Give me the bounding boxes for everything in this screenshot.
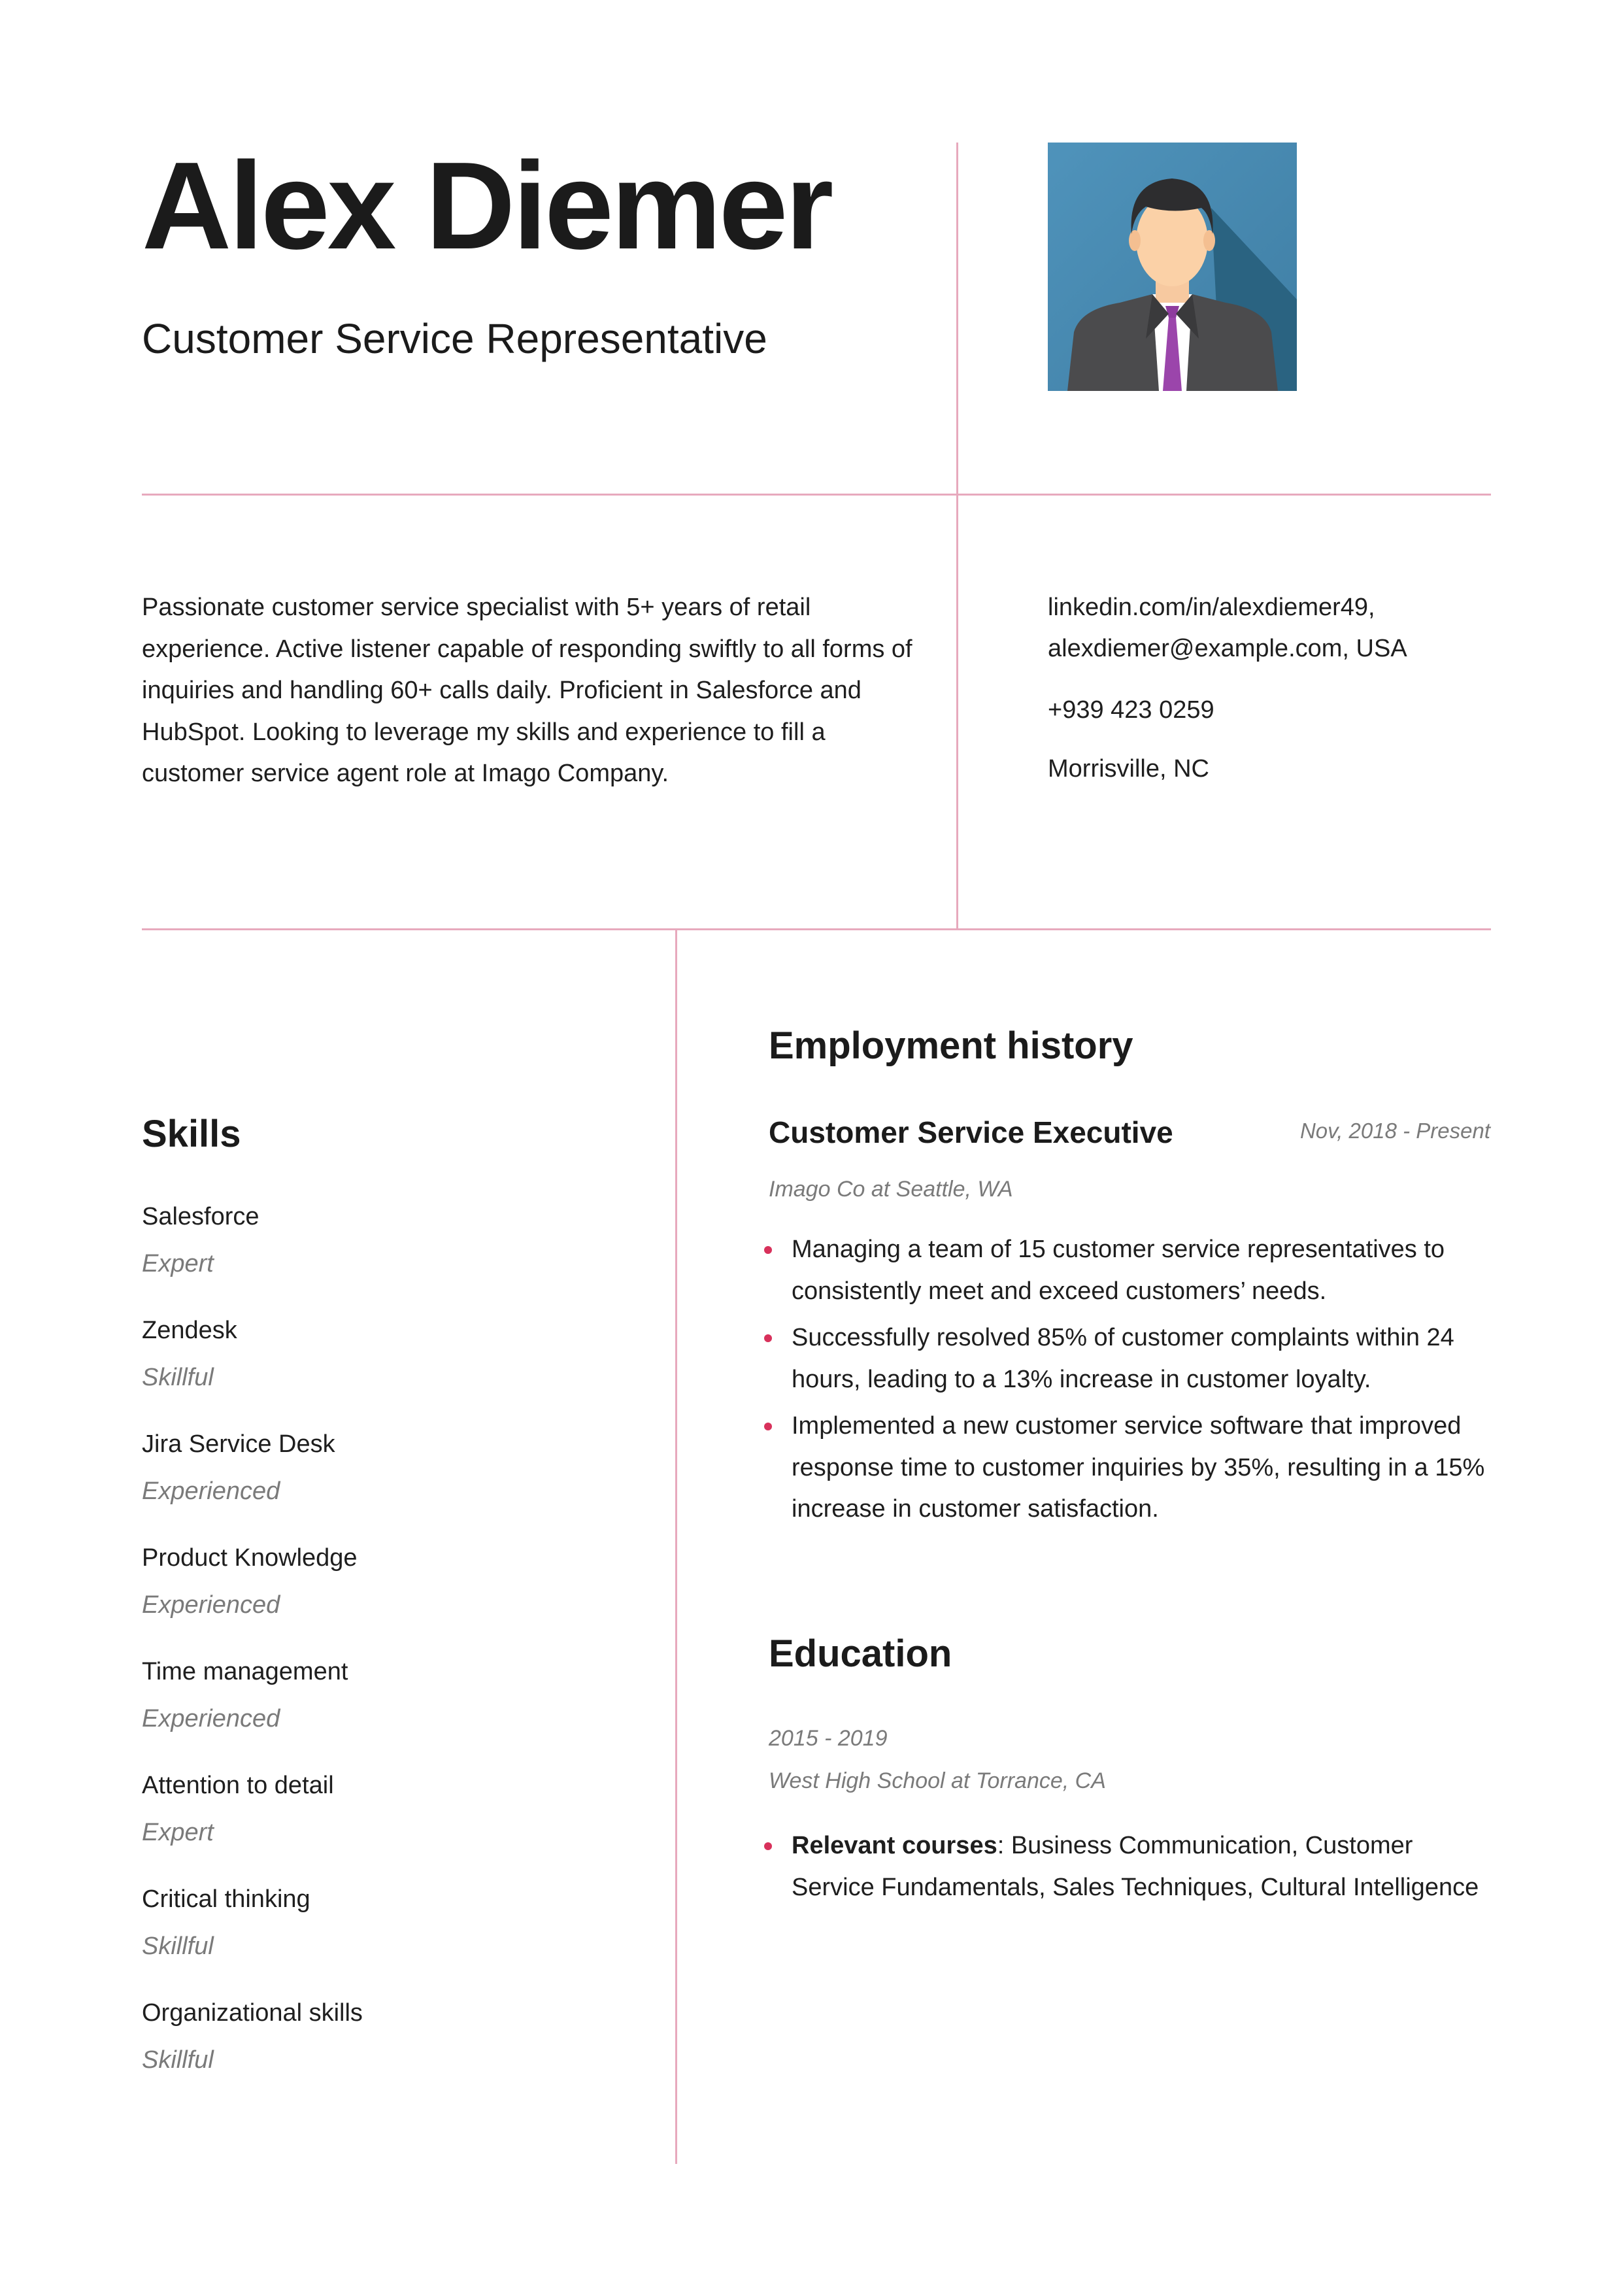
education-title: Education (769, 1632, 952, 1675)
skill-item (142, 1655, 639, 1769)
employment-title: Employment history (769, 1024, 1133, 1067)
profile-photo (1048, 143, 1297, 391)
contact-linkedin[interactable]: linkedin.com/in/alexdiemer49, (1048, 594, 1375, 621)
summary-horizontal-divider (142, 928, 1491, 930)
skill-level: Skillful (142, 2046, 214, 2074)
job-bullet: Implemented a new customer service software that improved response time to customer inquiries by 35%, resulting in a 15% increase in customer satisfaction. (764, 1406, 1491, 1530)
skill-item (142, 1997, 639, 2110)
education-bullet (764, 1825, 1491, 1908)
job-bullets (764, 1229, 1491, 1536)
courses-label: Relevant courses (792, 1832, 997, 1859)
skill-name: Jira Service Desk (142, 1430, 335, 1458)
skill-item (142, 1428, 639, 1542)
header-vertical-divider (956, 143, 958, 930)
body-vertical-divider (675, 930, 677, 2164)
skill-level: Skillful (142, 1933, 214, 1960)
job-bullet: Successfully resolved 85% of customer complaints within 24 hours, leading to a 13% increase in customer loyalty. (764, 1317, 1491, 1400)
job-entry-header (769, 1115, 1490, 1150)
skill-name: Product Knowledge (142, 1544, 358, 1572)
skill-name: Salesforce (142, 1203, 259, 1230)
skill-level: Skillful (142, 1364, 214, 1391)
job-bullet: Managing a team of 15 customer service representatives to consistently meet and exceed customers’ needs. (764, 1229, 1491, 1312)
skill-level: Experienced (142, 1705, 280, 1732)
skill-level: Expert (142, 1250, 214, 1277)
skill-level: Experienced (142, 1591, 280, 1619)
contact-location: Morrisville, NC (1048, 755, 1209, 783)
skill-name: Zendesk (142, 1317, 237, 1344)
skill-item (142, 1200, 639, 1314)
education-bullets (764, 1825, 1491, 1914)
skills-section (142, 1111, 639, 2110)
skill-level: Expert (142, 1819, 214, 1846)
contact-email[interactable]: alexdiemer@example.com, USA (1048, 635, 1407, 662)
skill-name: Attention to detail (142, 1772, 334, 1799)
skill-name: Time management (142, 1658, 348, 1685)
skill-item (142, 1883, 639, 1997)
skill-item (142, 1769, 639, 1883)
job-company: Imago Co at Seattle, WA (769, 1177, 1013, 1202)
skill-name: Organizational skills (142, 1999, 363, 2027)
job-role: Customer Service Executive (769, 1115, 1173, 1149)
businessman-avatar-icon (1048, 143, 1297, 391)
job-title: Customer Service Representative (142, 315, 767, 362)
header-horizontal-divider (142, 494, 1491, 496)
skills-title: Skills (142, 1113, 241, 1155)
profile-summary: Passionate customer service specialist with 5+ years of retail experience. Active listener capable of responding swiftly to all forms of inquiries and handling 60+ calls daily. Proficient in Salesforce and HubSpot. Looking to leverage my skills and experience to fill a customer service agent role at Imago Company. (142, 594, 912, 787)
candidate-name: Alex Diemer (142, 137, 831, 275)
skill-item (142, 1314, 639, 1428)
education-school: West High School at Torrance, CA (769, 1768, 1106, 1793)
education-dates: 2015 - 2019 (769, 1726, 888, 1751)
courses-text: : Business Communication, Customer Service Fundamentals, Sales Techniques, Cultural Intelligence (792, 1832, 1479, 1901)
contact-phone: +939 423 0259 (1048, 696, 1214, 724)
skill-name: Critical thinking (142, 1885, 310, 1913)
skill-level: Experienced (142, 1477, 280, 1505)
job-dates: Nov, 2018 - Present (1299, 1119, 1490, 1143)
skill-item (142, 1542, 639, 1655)
